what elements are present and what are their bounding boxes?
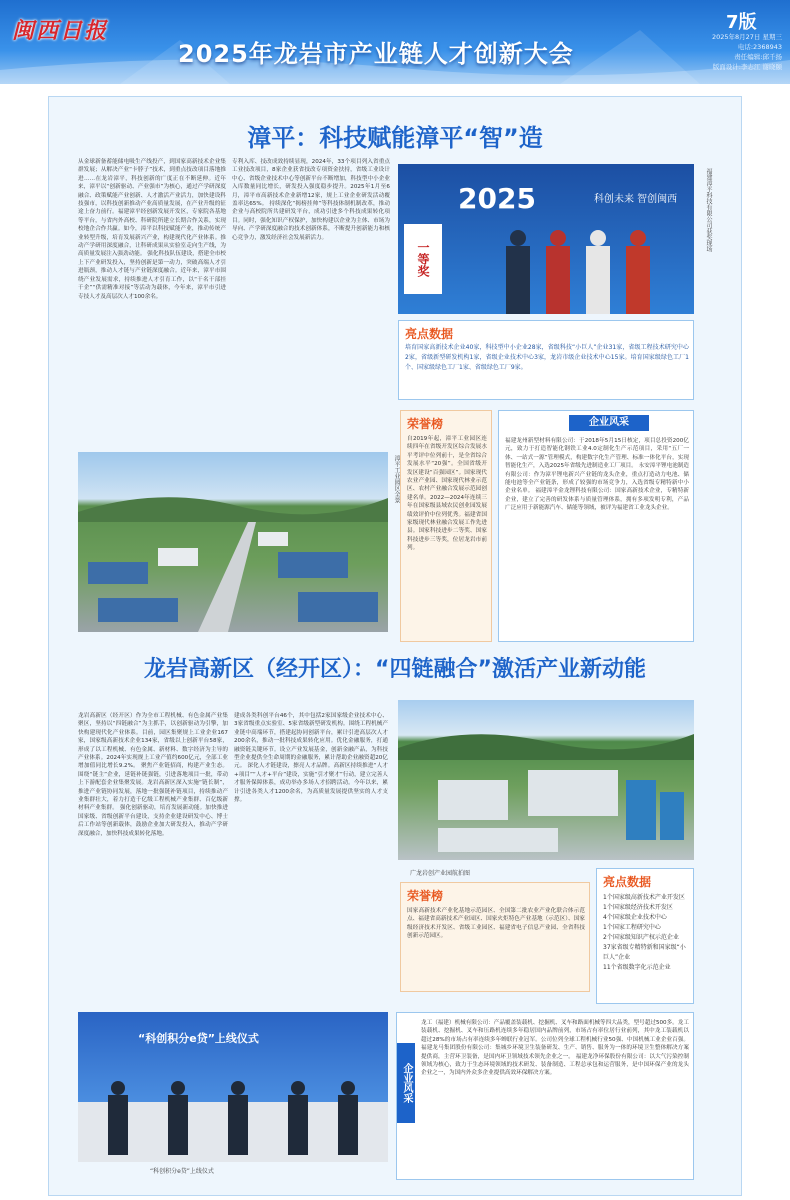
park-buildings — [398, 700, 694, 860]
masthead — [0, 0, 790, 84]
section2-honor-box — [400, 882, 590, 992]
data-list-item: 11个省级数字化示范企业 — [603, 964, 671, 971]
data-list-item: 37家省级专精特新和国家级“小巨人”企业 — [603, 944, 686, 961]
section1-title: 漳平：科技赋能漳平“智”造 — [247, 124, 543, 152]
s2-paragraph: 建成各类科创平台46个，其中包括2家国家级企业技术中心、3家省级重点实验室、5家省级新型研发机构。围绕工程机械产业链中高端环节，搭建起协同创新平台，累计引进高层次人才200余名，推动一批科技成果转化应用。优化金融服务，打通融资链关键环节。设立产业发展基金，创新金融产品，为科技型企业提供全生命周期的金融服务，累计帮助企业融资超20亿元。 — [234, 713, 388, 770]
section2-data-list — [603, 893, 691, 973]
s2-paragraph: 强化创新驱动，培育发展新动能。加快推进国家级、省级创新平台建设，支持企业建设研发中心、博士后工作站等创新载体，鼓励企业加大研发投入，推动产学研深度融合，加快科技成果转化落地。 — [78, 805, 228, 837]
section2-data-box — [596, 868, 694, 1004]
section1-article-col2 — [232, 158, 390, 440]
section1-data-box — [398, 320, 694, 400]
aerial-photo-caption: 漳平工业园区全景 — [393, 455, 400, 503]
innovation-park-aerial-photo — [398, 700, 694, 860]
s2-paragraph: 龙岩高新区（经开区）作为全市工程机械、有色金属产业集聚区，坚持以“四链融合”为主抓手，以创新驱动为引擎，加快构建现代化产业体系。目前，园区集聚规上工业企业167家，国家级高新技术企业134家，省级以上创新平台58家，形成了以工程机械、有色金属、新材料、数字经济为主导的产业体系。2024年实现规上工业产值约600亿元，全部工业增加值同比增长9.2%。 — [78, 713, 228, 770]
s1-paragraph: 持续深化“揭榜挂帅”等科技体制机制改革，推动企业与高校院所共建研发平台，成功引进多个科技成果转化项目。同时，强化知识产权保护，加快构建以企业为主体、市场为导向、产学研深度融合的技术创新体系，不断提升创新能力和核心竞争力，激发经济社会发展新活力。 — [232, 201, 390, 241]
section2-data-heading: 亮点数据 — [603, 875, 652, 889]
ceremony-backdrop-text: “科创积分e贷”上线仪式 — [138, 1032, 259, 1045]
page-banner-title: 2025年龙岩市产业链人才创新大会 — [178, 40, 574, 68]
section1-honor-heading: 荣誉榜 — [407, 417, 444, 431]
photo-backdrop-year: 2025 — [458, 182, 536, 215]
section1-enterprise-heading: 企业风采 — [569, 415, 649, 431]
issue-phone: 电话:2368943 — [737, 43, 782, 51]
section2-enterprise-box — [396, 1012, 694, 1180]
park-photo-caption: 广龙岩创产业园航拍图 — [410, 870, 471, 877]
issue-designer: 版面设计:李志江 谢晓颐 — [712, 63, 782, 71]
industrial-park-aerial-photo — [78, 452, 388, 632]
award-photo-caption: 福建漳平科技有限公司获奖现场 — [705, 168, 712, 252]
data-list-item: 4个国家级企业技术中心 — [603, 914, 667, 921]
section2-honor-text: 国家高新技术产业化基地示范园区、全国第二批农业产业化联合体示范点、福建省高新技术产业园区、国家火炬特色产业基地（示范区）、国家级经济技术开发区、省级工业园区、福建省电子信息产业园、全省科技创新示范园区。 — [407, 908, 585, 940]
section1-honor-text: 自2019年起，漳平工业园区连续四年在省级开发区综合发展水平考评中位列前十，是全省综合发展水平“20强”。全国省级开发区建设“百强园区”。国家现代农业产业园、国家现代林业示范区、农村产业融合发展示范园创建名单。2022—2024年连续三年在国家级县域农民创业园发展绩效评价中位列优秀。福建省国家级现代林业融合发展工作先进县。国家科技进步二等奖、国家科技进步三等奖，位居龙岩市前列。 — [407, 436, 487, 552]
data-list-item: 1个国家工程研究中心 — [603, 924, 661, 931]
s1-paragraph: 强化科技队伍建设，搭建全市校上下产业研发投入，坚持创新是第一动力，突破高端人才引进瓶颈，推动人才链与产业链深度融合。近年来，漳平市围绕产业发展需求，持续推进人才引育工作，以“干名干部挂千企”“供需精准对接”等活动为载体，今年来，漳平市引进专技人才及高层次人才100余名。 — [78, 251, 226, 300]
section1-data-heading: 亮点数据 — [405, 327, 454, 341]
section2-article-col1 — [78, 712, 228, 1008]
section2-honor-heading: 荣誉榜 — [407, 889, 444, 903]
aerial-buildings — [78, 452, 388, 632]
photo-backdrop-slogan: 科创未来 智创闽西 — [594, 194, 678, 205]
section1-enterprise-box — [498, 410, 694, 642]
data-list-item: 1个国家级高新技术产业开发区 — [603, 894, 685, 901]
section1-data-text: 培育国家高新技术企业40家，科技型中小企业28家，省级科技“小巨人”企业31家，省级工程技术研究中心2家，省级新型研发机构1家，省级企业技术中心3家，龙岩市级企业技术中心15家。培育国家级绿色工厂1个、国家级绿色工厂1家、省级绿色工厂9家。 — [405, 344, 689, 371]
s1-paragraph: 从金球新备蓄能储电吸生产线投产，到国家高新技术企业集群发展；从解决产业“卡脖子”技术，到重点技改项目落地推进……在龙岩漳平，科技创新的广度正在不断延伸。近年来，漳平以“创新驱动、产业强市”为核心，通过产学研深度融合、政策赋能产业创新、人才激活产业活力，加快建设科技强市，以科技创新推动产业高质量发展，在产业升级的征途上奋力前行。福建漳平经创新发展开发区，专家院各基地等平台，与省内外高校、科研院所建立长期合作关系，实现校地企合作共赢。如今，漳平以科技赋能产业，推动传统产业转型升级，培育发展新兴产业，构建现代化产业体系。推动产学研用深度融合，让科研成果从实验室走向生产线，为高质量发展注入强劲动能。 — [78, 159, 226, 258]
section1-article-col1 — [78, 158, 226, 440]
award-ceremony-photo — [398, 164, 694, 314]
newspaper-logo: 闽西日报 — [12, 18, 109, 44]
edition-number: 7版 — [726, 12, 757, 33]
data-list-item: 1个国家级经济技术开发区 — [603, 904, 673, 911]
section1-honor-box — [400, 410, 492, 642]
s1-paragraph: 专利入库、技改成效持续显现，2024年，33个项目列入省重点工业技改项目，8家企业获省技改专项资金扶持，省级工业设计中心、省级企业技术中心等创新平台不断增加，科技型中小企业入库数量同比增长，研发投入强度稳步提升。2025年1月至6月，漳平市高新技术企业新增12家，规上工业企业研发活动覆盖率达65%。 — [232, 159, 390, 208]
data-list-item: 2个国家级知识产权示范企业 — [603, 934, 679, 941]
section2-enterprise-text: 龙工（福建）机械有限公司：产品覆盖装载机、挖掘机、叉车和路面机械等四大品类，型号超过500多。龙工装载机、挖掘机、叉车和压路机连续多年稳居国内品牌前列，市场占有率位居行业前列，其中龙工装载机以超过28%的市场占有率连续多年蝉联行业冠军。公司位列全球工程机械行业50强、中国机械工业企业百强。 福建龙马集团股份有限公司：集城乡环境卫生装备研发、生产、销售、服务为一体的环境卫生整体解决方案提供商，主营环卫装备，是国内环卫领域技术领先企业之一。 福建龙净环保股份有限公司：以大气污染控制领域为核心，致力于生态环境领域的技术研发、装备制造、工程总承包和运营服务，是中国环保产业的龙头企业之一，为国内外众多企业提供高效环保解决方案。 — [421, 1020, 689, 1077]
ceremony-photo-caption: “科创积分e贷”上线仪式 — [150, 1168, 214, 1175]
ceremony-attendees — [78, 1068, 388, 1162]
section2-title: 龙岩高新区（经开区）：“四链融合”激活产业新动能 — [144, 657, 646, 682]
s2-paragraph: 聚焦产业链招商，构建产业生态。围绕“链主”企业，延链补链强链，引进落地项目一批，带动上下游配套企业集聚发展。龙岩高新区深入实施“链长制”，推进产业链协同发展，落地一批强链补链项目，持续推动产业集群壮大，着力打造千亿级工程机械产业集群、百亿级新材料产业集群。 — [78, 763, 228, 812]
section2-article-col2 — [234, 712, 388, 1008]
issue-meta — [684, 32, 782, 72]
award-placard: 一等奖 — [404, 224, 442, 294]
section1-enterprise-text: 福建龙州新型材料有限公司：于2018年5月15日核定，项目总投资200亿元，致力于打造智能化钢铁工业4.0定制化生产示范项目，采用“五厂一体、一站式一源”管理模式，构建数字化生产管理、标准一体化平台，实现智能化生产，入选2025年省级先进制造业工厂项目。 永安漳平锂电池制造有限公司：作为漳平锂电新兴产业链的龙头企业，重点打造动力电池、储能电池等全产业链条，形成了较强的市场竞争力，入选省级专精特新中小企业名单。 福建漳平金龙锂科技有限公司：国家高新技术企业，专精特新企业，建立了完善的研发体系与质量管理体系，拥有多项发明专利，产品广泛应用于新能源汽车、储能等领域，被评为福建省工业龙头企业。 — [505, 438, 689, 512]
issue-date: 2025年8月27日 星期三 — [711, 33, 782, 41]
section2-enterprise-heading: 企业风采 — [397, 1043, 415, 1123]
s2-paragraph: 深化人才链建设，擦亮人才品牌。高新区持续推进“人才+项目”“人才+平台”建设，实施“引才聚才”行动，建立完善人才服务保障体系，成功举办多场人才招聘活动。今年以来，累计引进各类人才1200余名，为高质量发展提供坚实的人才支撑。 — [234, 763, 388, 804]
people-figures — [498, 228, 658, 314]
issue-editor: 责任编辑:邱千扬 — [734, 53, 782, 61]
launch-ceremony-photo — [78, 1012, 388, 1162]
